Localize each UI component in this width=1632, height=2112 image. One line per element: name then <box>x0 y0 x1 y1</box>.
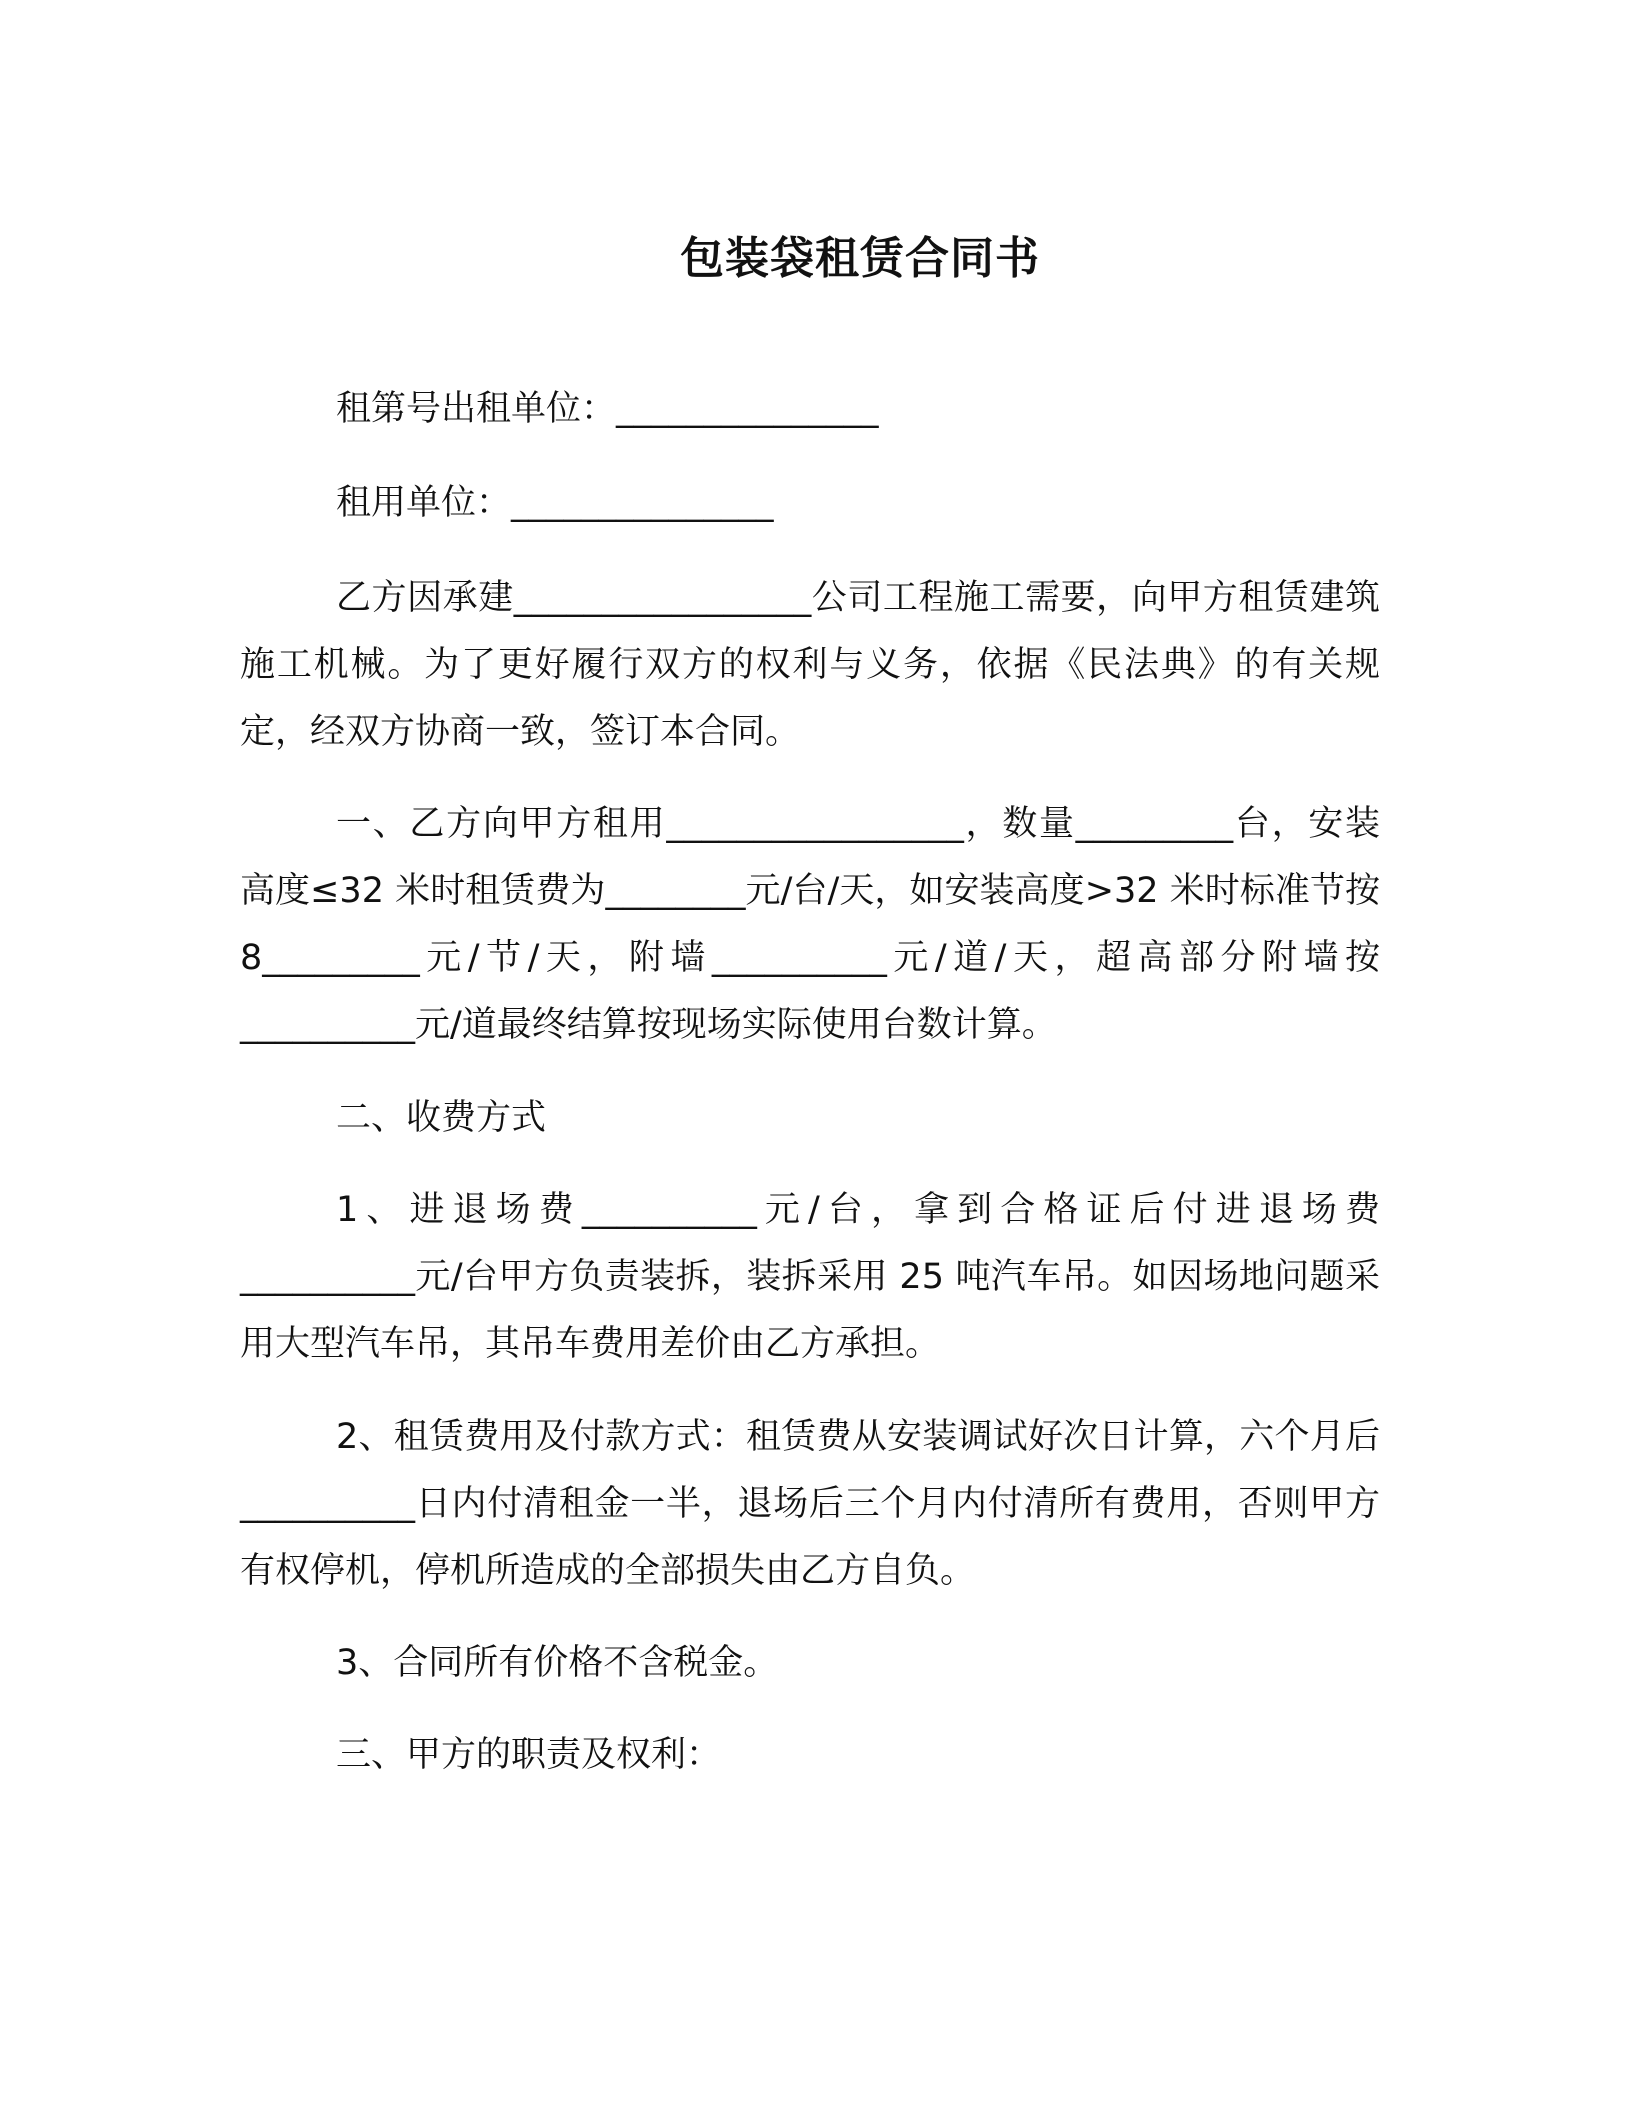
document-title: 包装袋租赁合同书 <box>680 233 1040 284</box>
lessee-line: 租用单位：_______________ <box>336 483 774 523</box>
item3-paragraph: 3、合同所有价格不含税金。 <box>336 1643 779 1683</box>
item2-paragraph: 2、租赁费用及付款方式：租赁费从安装调试好次日计算，六个月后__________日内付清租金一半，退场后三个月内付清所有费用，否则甲方有权停机，停机所造成的全部损失由乙方自负。 <box>240 1417 1380 1591</box>
section3-heading: 三、甲方的职责及权利： <box>336 1735 722 1775</box>
item1-block <box>240 1177 1380 1378</box>
section2-heading: 二、收费方式 <box>336 1098 547 1138</box>
section3-block <box>240 1722 1380 1789</box>
lessee-line-block <box>240 470 1380 537</box>
item2-block <box>240 1404 1380 1605</box>
clause1-block <box>240 791 1380 1059</box>
intro-paragraph: 乙方因承建_________________公司工程施工需要，向甲方租赁建筑施工机械。为了更好履行双方的权利与义务，依据《民法典》的有关规定，经双方协商一致，签订本合同。 <box>240 578 1380 752</box>
item1-paragraph: 1、进退场费__________元/台，拿到合格证后付进退场费__________元/台甲方负责装拆，装拆采用 25 吨汽车吊。如因场地问题采用大型汽车吊，其吊车费用差价由乙方承担。 <box>240 1190 1380 1364</box>
clause1-paragraph: 一、乙方向甲方租用_________________，数量_________台，安装高度≤32 米时租赁费为________元/台/天，如安装高度>32 米时标准节按 8_________元/节/天，附墙__________元/道/天，超高部分附墙按__________元/道最终结算按现场实际使用台数计算。 <box>240 804 1380 1045</box>
lessor-line: 租第号出租单位：_______________ <box>336 389 879 429</box>
section2-block <box>240 1085 1380 1152</box>
item3-block <box>240 1630 1380 1697</box>
intro-block <box>240 565 1380 766</box>
lessor-line-block <box>240 376 1380 443</box>
